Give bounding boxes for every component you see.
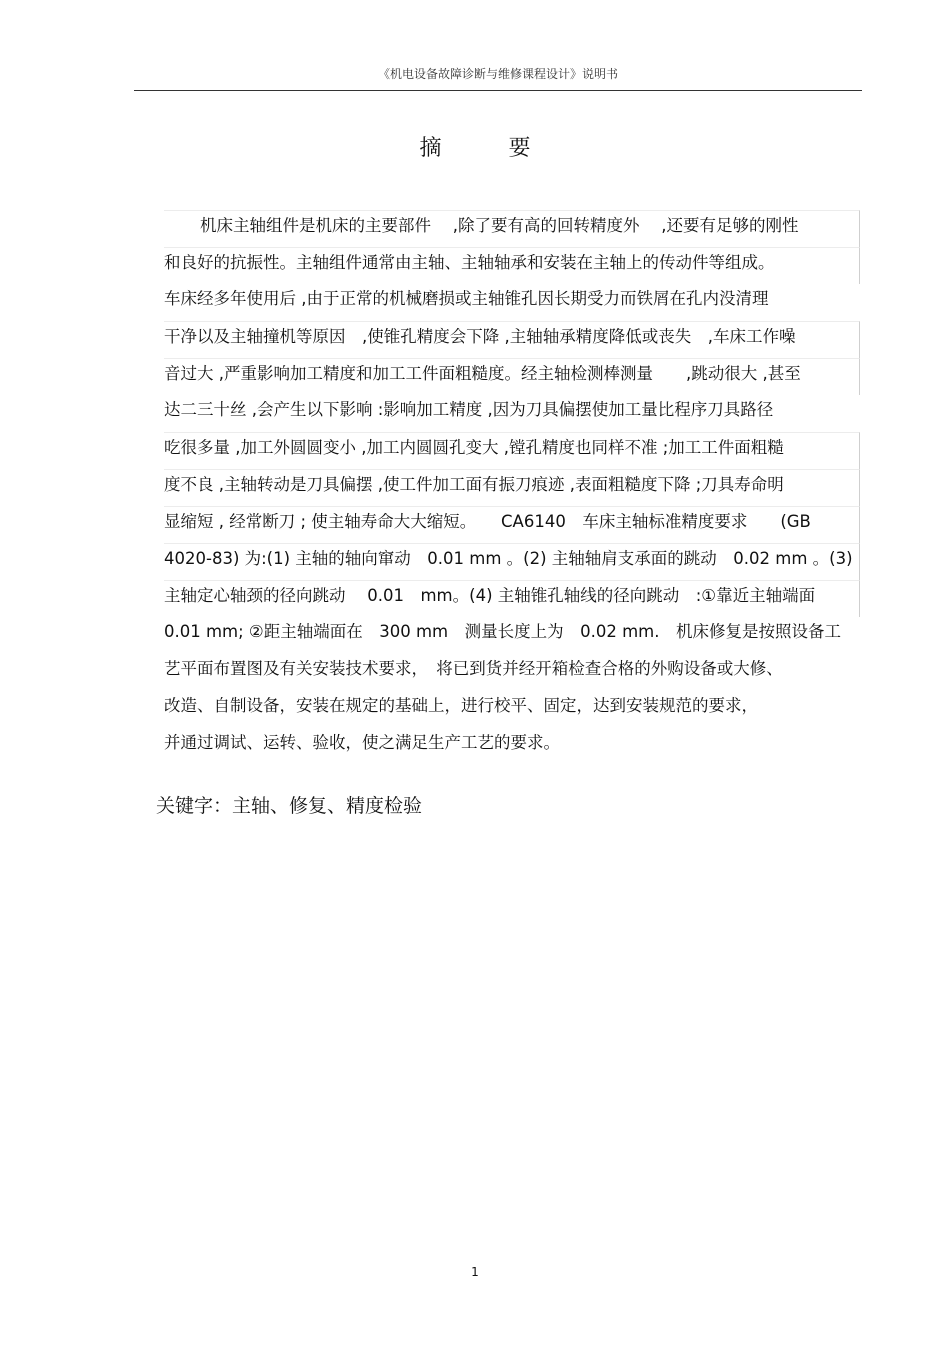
abstract-line: 车床经多年使用后 ,由于正常的机械磨损或主轴锥孔因长期受力而铁屑在孔内没清理: [164, 289, 769, 308]
abstract-line: 干净以及主轴撞机等原因 ,使锥孔精度会下降 ,主轴轴承精度降低或丧失 ,车床工作噪: [164, 321, 860, 358]
abstract-body: [164, 210, 860, 765]
abstract-line: 艺平面布置图及有关安装技术要求， 将已到货并经开箱检查合格的外购设备或大修、: [164, 659, 783, 678]
abstract-line: 4020-83) 为:(1) 主轴的轴向窜动 0.01 mm 。(2) 主轴轴肩支承面的跳动 0.02 mm 。(3): [164, 543, 860, 580]
abstract-line: 机床主轴组件是机床的主要部件 ,除了要有高的回转精度外 ,还要有足够的刚性: [164, 210, 860, 247]
abstract-line: 并通过调试、运转、验收，使之满足生产工艺的要求。: [164, 733, 560, 752]
page-header: 《机电设备故障诊断与维修课程设计》说明书: [377, 67, 618, 81]
abstract-line: 和良好的抗振性。主轴组件通常由主轴、主轴轴承和安装在主轴上的传动件等组成。: [164, 247, 860, 284]
abstract-line: 音过大 ,严重影响加工精度和加工工件面粗糙度。经主轴检测棒测量 ,跳动很大 ,甚至: [164, 358, 860, 395]
header-divider: [134, 90, 862, 91]
abstract-line: 达二三十丝 ,会产生以下影响 :影响加工精度 ,因为刀具偏摆使加工量比程序刀具路径: [164, 400, 774, 419]
abstract-line: 0.01 mm; ②距主轴端面在 300 mm 测量长度上为 0.02 mm. 机床修复是按照设备工: [164, 622, 841, 641]
abstract-line: 度不良 ,主轴转动是刀具偏摆 ,使工件加工面有振刀痕迹 ,表面粗糙度下降 ;刀具寿命明: [164, 469, 860, 506]
abstract-line: 主轴定心轴颈的径向跳动 0.01 mm。(4) 主轴锥孔轴线的径向跳动 :①靠近主轴端面: [164, 580, 860, 617]
page-number: 1: [471, 1265, 479, 1279]
keywords: 关键字：主轴、修复、精度检验: [156, 795, 423, 817]
abstract-line: 改造、自制设备，安装在规定的基础上，进行校平、固定，达到安装规范的要求，: [164, 696, 758, 715]
abstract-title: 摘 要: [419, 136, 561, 161]
abstract-line: 吃很多量 ,加工外圆圆变小 ,加工内圆圆孔变大 ,镗孔精度也同样不准 ;加工工件面粗糙: [164, 432, 860, 469]
abstract-line: 显缩短 , 经常断刀 ; 使主轴寿命大大缩短。 CA6140 车床主轴标准精度要求 (GB: [164, 506, 860, 543]
